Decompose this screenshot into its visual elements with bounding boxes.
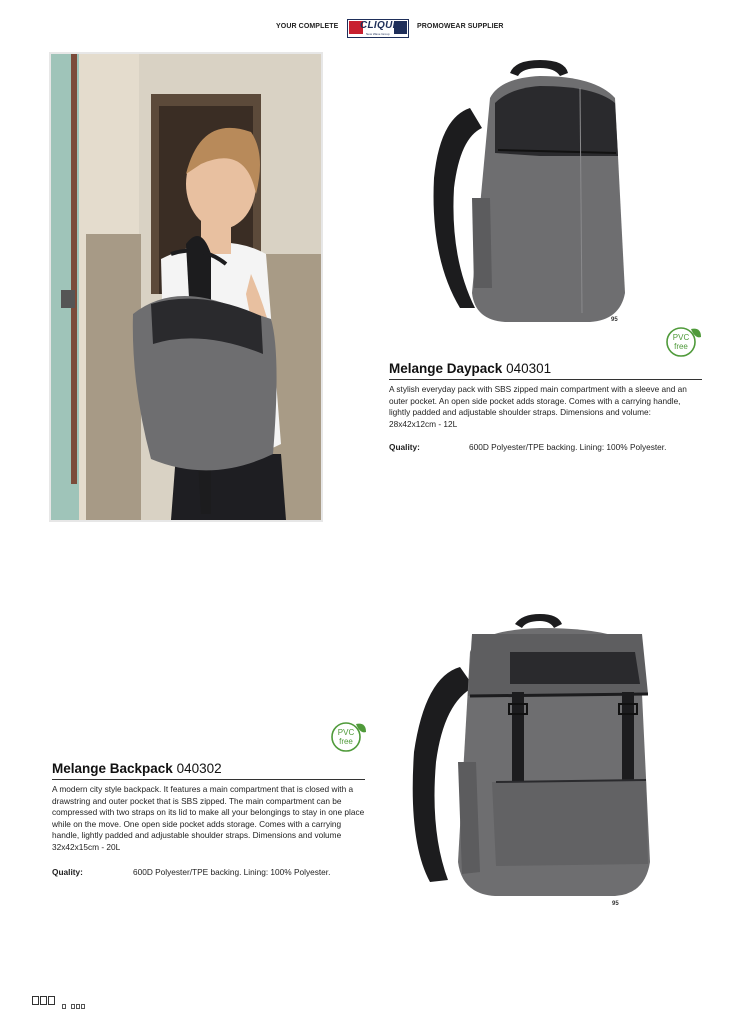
product-1-quality-value: 600D Polyester/TPE backing. Lining: 100% Polyester. <box>469 442 667 452</box>
pvc-badge-word-1: PVC <box>337 728 355 737</box>
header-left-text: YOUR COMPLETE <box>276 23 339 30</box>
clique-logo <box>347 19 409 38</box>
product-1-quality-label: Quality: <box>389 442 420 452</box>
logo-subtext: New Wave Group <box>366 32 390 36</box>
product-2-image-number: 95 <box>612 901 619 907</box>
page-footer-marker <box>62 996 86 1014</box>
product-2-description: A modern city style backpack. It features a main compartment that is closed with a drawstring and outer pocket that is SBS zipped. The main compartment can be compressed with two straps on its lid to make all your belongings to stay in one place while on the move. One open side pocket adds storage. Comes with a carrying handle, lightly padded and adjustable shoulder straps. Dimensions and volume 32x42x15cm - 20L <box>52 784 365 852</box>
page-number-marker <box>32 992 56 1010</box>
product-1-image-number: 95 <box>611 317 618 323</box>
product-2-code: 040302 <box>176 761 222 776</box>
pvc-badge-word-2: free <box>339 737 353 746</box>
product-2-quality-label: Quality: <box>52 867 83 877</box>
product-2-quality-value: 600D Polyester/TPE backing. Lining: 100% Polyester. <box>133 867 331 877</box>
daypack-image <box>420 58 635 330</box>
pvc-badge-word-2: free <box>674 342 688 351</box>
product-1-rule <box>389 379 702 380</box>
pvc-badge-word-1: PVC <box>672 333 690 342</box>
product-1-name: Melange Daypack <box>389 361 503 376</box>
product-1-code: 040301 <box>506 361 552 376</box>
header-right-text: PROMOWEAR SUPPLIER <box>417 23 504 30</box>
photo-illustration <box>51 54 321 520</box>
pvc-free-badge-icon <box>330 720 368 754</box>
product-2-rule <box>52 779 365 780</box>
product-2-title <box>52 761 222 776</box>
pvc-free-badge-icon <box>665 325 703 359</box>
product-1-description: A stylish everyday pack with SBS zipped main compartment with a sleeve and an outer pocket. An open side pocket adds storage. Comes with a carrying handle, lightly padded and adjustable shoulder straps. Dimensions and volume: 28x42x12cm - 12L <box>389 384 687 429</box>
product-2-name: Melange Backpack <box>52 761 173 776</box>
logo-text: CLIQUE <box>360 20 400 31</box>
backpack-image <box>400 612 655 902</box>
product-1-title <box>389 361 551 376</box>
lifestyle-photo <box>49 52 323 522</box>
